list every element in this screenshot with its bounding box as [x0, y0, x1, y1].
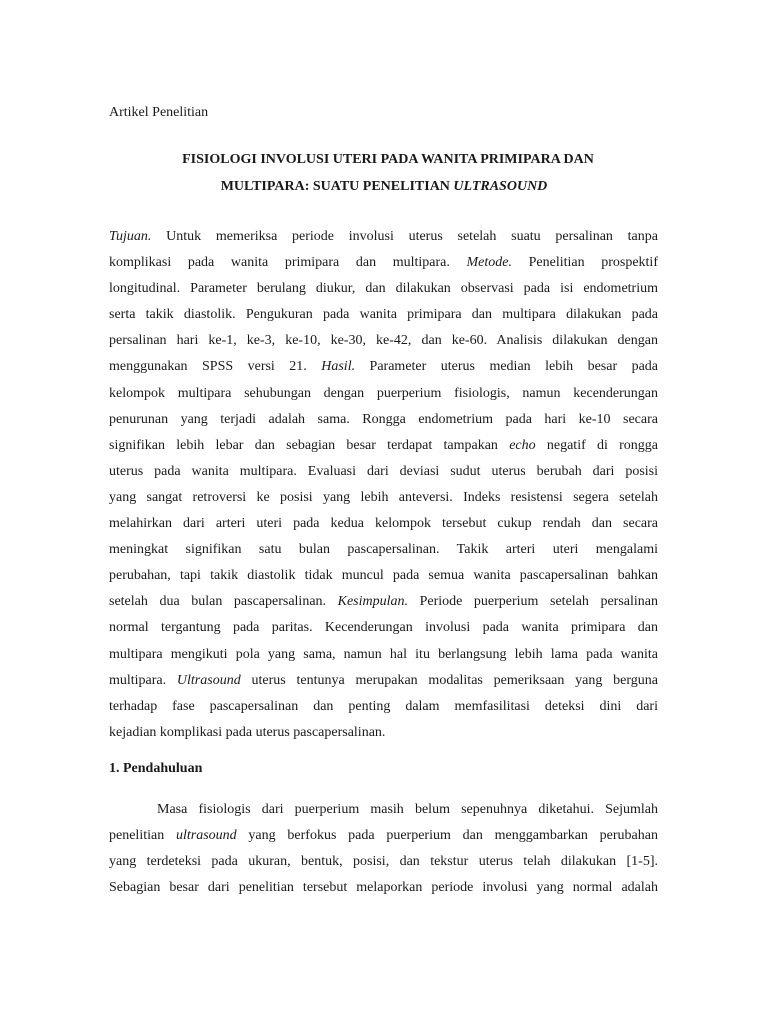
text-run: signifikan lebih lebar dan sebagian besar terdapat tampakan [109, 437, 510, 453]
text-run: perubahan, tapi takik diastolik tidak muncul pada semua wanita pascapersalinan bahkan [109, 568, 658, 584]
text-line [109, 276, 658, 302]
italic-text: echo [509, 437, 536, 453]
text-line [109, 642, 658, 668]
text-run: serta takik diastolik. Pengukuran pada wanita primipara dan multipara dilakukan pada [109, 307, 658, 323]
text-run: longitudinal. Parameter berulang diukur, dan dilakukan observasi pada isi endometrium [109, 281, 658, 297]
text-run: normal tergantung pada paritas. Kecenderungan involusi pada wanita primipara dan [109, 620, 658, 636]
text-line [109, 875, 658, 901]
text-line [109, 407, 658, 433]
text-line [109, 485, 658, 511]
text-run: Parameter uterus median lebih besar pada [355, 359, 659, 375]
text-run: Periode puerperium setelah persalinan [408, 594, 658, 610]
title-line-2-italic: ULTRASOUND [453, 179, 548, 194]
italic-text: Kesimpulan. [337, 594, 408, 610]
text-line [109, 459, 658, 485]
italic-text: ultrasound [175, 828, 237, 844]
text-line [109, 381, 658, 407]
text-run: yang berfokus pada puerperium dan menggambarkan perubahan [236, 828, 658, 844]
text-run: penelitian [109, 828, 176, 844]
title-line-2 [0, 177, 768, 197]
text-line [109, 433, 658, 459]
text-run: multipara. [109, 672, 177, 688]
abstract-paragraph [109, 224, 658, 746]
text-run: Sebagian besar dari penelitian tersebut melaporkan periode involusi yang normal adalah [109, 880, 658, 896]
text-run: melahirkan dari arteri uteri pada kedua kelompok tersebut cukup rendah dan secara [109, 516, 658, 532]
text-line [109, 250, 658, 276]
text-run: menggunakan SPSS versi 21. [109, 359, 322, 375]
italic-text: Ultrasound [176, 672, 241, 688]
text-line [109, 328, 658, 354]
article-type-label: Artikel Penelitian [109, 105, 209, 120]
text-run: Untuk memeriksa periode involusi uterus setelah suatu persalinan tanpa [151, 229, 658, 244]
text-run: Masa fisiologis dari puerperium masih belum sepenuhnya diketahui. Sejumlah [157, 802, 658, 817]
text-run: multipara mengikuti pola yang sama, namun hal itu berlangsung lebih lama pada wanita [109, 646, 658, 662]
text-line [109, 354, 658, 380]
text-line [109, 797, 658, 823]
text-line [109, 589, 658, 615]
text-line [109, 694, 658, 720]
text-line [109, 615, 658, 641]
text-run: Penelitian prospektif [511, 255, 658, 271]
text-line [109, 849, 658, 875]
text-run: negatif di rongga [535, 437, 659, 453]
text-run: uterus tentunya merupakan modalitas pemeriksaan yang berguna [240, 672, 658, 688]
text-run: meningkat signifikan satu bulan pascapersalinan. Takik arteri uteri mengalami [109, 542, 658, 558]
text-run: komplikasi pada wanita primipara dan multipara. [109, 255, 467, 271]
text-line [109, 823, 658, 849]
text-run: setelah dua bulan pascapersalinan. [109, 594, 338, 610]
text-run: kelompok multipara sehubungan dengan puerperium fisiologis, namun kecenderungan [109, 385, 658, 401]
italic-text: Metode. [466, 255, 512, 271]
title-line-1: FISIOLOGI INVOLUSI UTERI PADA WANITA PRIMIPARA DAN [182, 152, 594, 167]
title-line-2-text: MULTIPARA: SUATU PENELITIAN [220, 179, 454, 194]
text-line [109, 537, 658, 563]
text-run: penurunan yang terjadi adalah sama. Rongga endometrium pada hari ke-10 secara [109, 411, 658, 427]
intro-paragraph [109, 797, 658, 901]
text-run: terhadap fase pascapersalinan dan penting dalam memfasilitasi deteksi dini dari [109, 698, 658, 714]
text-line [109, 224, 658, 250]
text-line [109, 302, 658, 328]
text-run: kejadian komplikasi pada uterus pascapersalinan. [109, 724, 386, 740]
text-line [109, 668, 658, 694]
section-heading: 1. Pendahuluan [109, 761, 203, 776]
italic-text: Tujuan. [109, 229, 152, 244]
text-run: yang sangat retroversi ke posisi yang lebih anteversi. Indeks resistensi segera setelah [109, 489, 658, 505]
text-run: yang terdeteksi pada ukuran, bentuk, posisi, dan tekstur uterus telah dilakukan [1-5]. [109, 854, 658, 870]
text-line [109, 511, 658, 537]
text-run: persalinan hari ke-1, ke-3, ke-10, ke-30, ke-42, dan ke-60. Analisis dilakukan dengan [109, 333, 658, 349]
text-line [109, 563, 658, 589]
italic-text: Hasil. [321, 359, 356, 375]
text-line [109, 720, 658, 746]
text-run: uterus pada wanita multipara. Evaluasi dari deviasi sudut uterus berubah dari posisi [109, 463, 658, 479]
